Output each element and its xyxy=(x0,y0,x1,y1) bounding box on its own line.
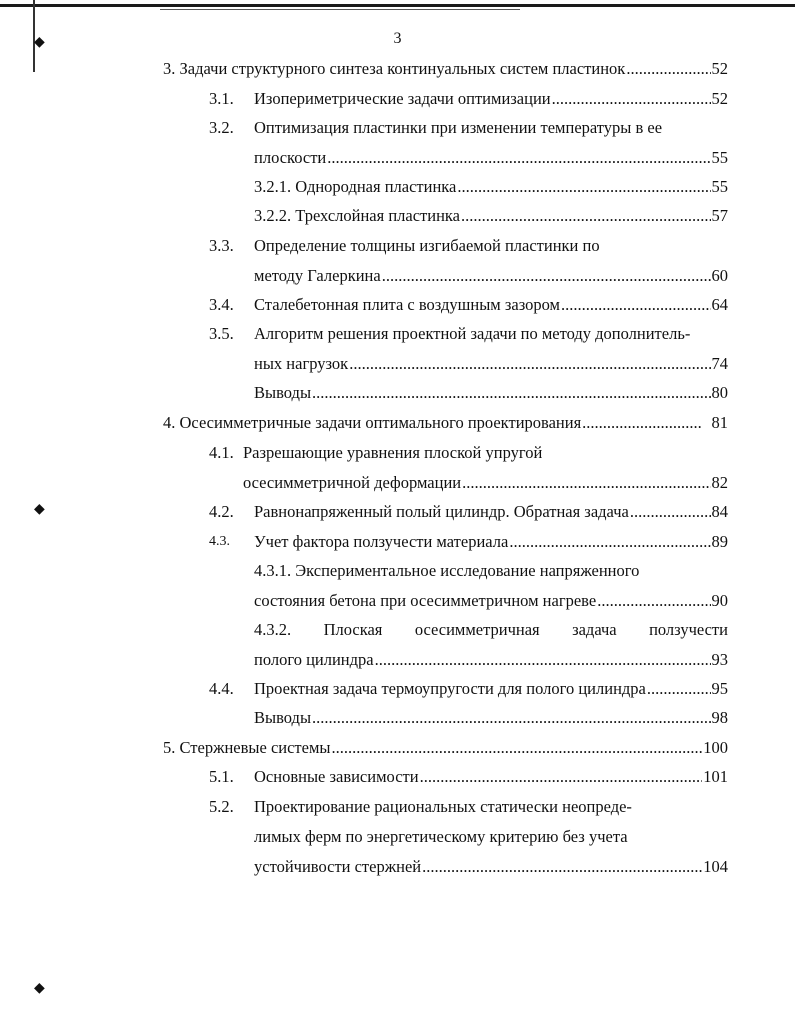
toc-word: 4.3.2. xyxy=(254,620,292,639)
toc-title: 3.2.1. Однородная пластинка xyxy=(254,177,457,196)
toc-entry xyxy=(163,413,728,433)
toc-page: 55 xyxy=(711,148,728,167)
toc-leader xyxy=(349,354,710,374)
toc-leader xyxy=(327,148,710,168)
toc-title-line: Оптимизация пластинки при изменении температуры в ее xyxy=(254,118,663,137)
top-border-line xyxy=(0,4,795,7)
toc-page: 98 xyxy=(711,708,728,727)
toc-page: 82 xyxy=(711,473,728,492)
toc-page: 60 xyxy=(711,266,728,285)
scan-mark-icon: ◆ xyxy=(34,35,45,50)
toc-page: 81 xyxy=(711,413,728,432)
toc-word: задача xyxy=(572,620,617,639)
toc-entry xyxy=(209,236,728,286)
toc-entry xyxy=(254,708,728,728)
toc-number: 5.2. xyxy=(209,797,234,816)
toc-page: 64 xyxy=(711,295,728,314)
toc-title-line: Разрешающие уравнения плоской упругой xyxy=(243,443,543,462)
toc-number: 4.4. xyxy=(209,679,234,698)
toc-page: 95 xyxy=(711,679,728,698)
toc-number: 3.1. xyxy=(209,89,234,108)
toc-number: 3.2. xyxy=(209,118,234,137)
toc-title: 3. Задачи структурного синтеза континуальных систем пластинок xyxy=(163,59,626,78)
toc-page: 90 xyxy=(711,591,728,610)
toc-word: Плоская xyxy=(323,620,383,639)
toc-number: 4.1. xyxy=(209,443,234,462)
toc-page: 84 xyxy=(711,502,728,521)
toc-entry xyxy=(209,797,728,877)
toc-leader xyxy=(382,266,711,286)
toc-entry xyxy=(209,443,728,493)
toc-page: 101 xyxy=(703,767,728,786)
toc-entry xyxy=(254,561,728,611)
toc-page: 80 xyxy=(711,383,728,402)
toc-page: 52 xyxy=(711,89,728,108)
toc-title: Изопериметрические задачи оптимизации xyxy=(254,89,551,108)
toc-entry xyxy=(254,383,728,403)
toc-page: 52 xyxy=(711,59,728,78)
page-number: 3 xyxy=(393,30,402,47)
toc-page: 104 xyxy=(703,857,728,876)
toc-page: 89 xyxy=(711,532,728,551)
toc-title: Выводы xyxy=(254,708,312,727)
toc-leader xyxy=(626,59,710,79)
top-border-line-thin xyxy=(160,9,520,10)
toc-number: 5.1. xyxy=(209,767,234,786)
toc-leader xyxy=(582,413,701,433)
toc-page: 55 xyxy=(711,177,728,196)
toc-entry xyxy=(209,502,728,522)
toc-title: Сталебетонная плита с воздушным зазором xyxy=(254,295,560,314)
toc-number: 4.3. xyxy=(209,534,230,549)
toc-entry xyxy=(209,118,728,168)
toc-leader xyxy=(462,473,710,493)
toc-title-line: Определение толщины изгибаемой пластинки по xyxy=(254,236,600,255)
toc-leader xyxy=(561,295,711,315)
toc-word: осесимметричная xyxy=(414,620,540,639)
toc-page: 93 xyxy=(711,650,728,669)
toc-title: Основные зависимости xyxy=(254,767,419,786)
toc-title: Проектная задача термоупругости для полого цилиндра xyxy=(254,679,646,698)
toc-title-line: лимых ферм по энергетическому критерию без учета xyxy=(254,827,628,846)
toc-leader xyxy=(312,383,710,403)
toc-entry xyxy=(209,532,728,552)
toc-leader xyxy=(420,767,703,787)
toc-number: 4.2. xyxy=(209,502,234,521)
toc-page: 100 xyxy=(703,738,728,757)
toc-word: ползучести xyxy=(649,620,728,639)
toc-title: плоскости xyxy=(254,148,327,167)
toc-title: 5. Стержневые системы xyxy=(163,738,331,757)
scan-mark-icon: ◆ xyxy=(34,502,45,517)
toc-number: 3.4. xyxy=(209,295,234,314)
toc-leader xyxy=(509,532,710,552)
toc-leader xyxy=(552,89,711,109)
toc-entry xyxy=(254,620,728,670)
toc-leader xyxy=(332,738,703,758)
toc-title-line xyxy=(254,620,728,640)
toc-title: 4. Осесимметричные задачи оптимального проектирования xyxy=(163,413,582,432)
toc-page: 74 xyxy=(711,354,728,373)
toc-leader xyxy=(375,650,711,670)
toc-title: методу Галеркина xyxy=(254,266,381,285)
toc-title: полого цилиндра xyxy=(254,650,374,669)
toc-entry xyxy=(163,59,728,79)
toc-leader xyxy=(647,679,711,699)
toc-entry xyxy=(209,324,728,374)
toc-leader xyxy=(457,177,710,197)
toc-title: Выводы xyxy=(254,383,312,402)
toc-number: 3.3. xyxy=(209,236,234,255)
toc-title: Равнонапряженный полый цилиндр. Обратная задача xyxy=(254,502,629,521)
toc-title: 3.2.2. Трехслойная пластинка xyxy=(254,206,461,225)
toc-title: ных нагрузок xyxy=(254,354,349,373)
toc-page: 57 xyxy=(711,206,728,225)
toc-title: состояния бетона при осесимметричном нагреве xyxy=(254,591,597,610)
toc-entry xyxy=(254,206,728,226)
toc-title: осесимметричной деформации xyxy=(243,473,462,492)
toc-title-line: Проектирование рациональных статически неопреде- xyxy=(254,797,632,816)
toc-leader xyxy=(422,857,702,877)
toc-leader xyxy=(597,591,710,611)
toc-title-line: 4.3.1. Экспериментальное исследование напряженного xyxy=(254,561,640,580)
toc-entry xyxy=(209,679,728,699)
toc-title: устойчивости стержней xyxy=(254,857,422,876)
toc-entry xyxy=(209,295,728,315)
toc-leader xyxy=(312,708,710,728)
toc-title: Учет фактора ползучести материала xyxy=(254,532,509,551)
toc-leader xyxy=(461,206,710,226)
toc-entry xyxy=(163,738,728,758)
toc-leader xyxy=(630,502,711,522)
scan-mark-icon: ◆ xyxy=(34,981,45,996)
toc-title-line: Алгоритм решения проектной задачи по методу дополнитель- xyxy=(254,324,691,343)
toc-number: 3.5. xyxy=(209,324,234,343)
toc-entry xyxy=(209,767,728,787)
toc-entry xyxy=(209,89,728,109)
toc-entry xyxy=(254,177,728,197)
